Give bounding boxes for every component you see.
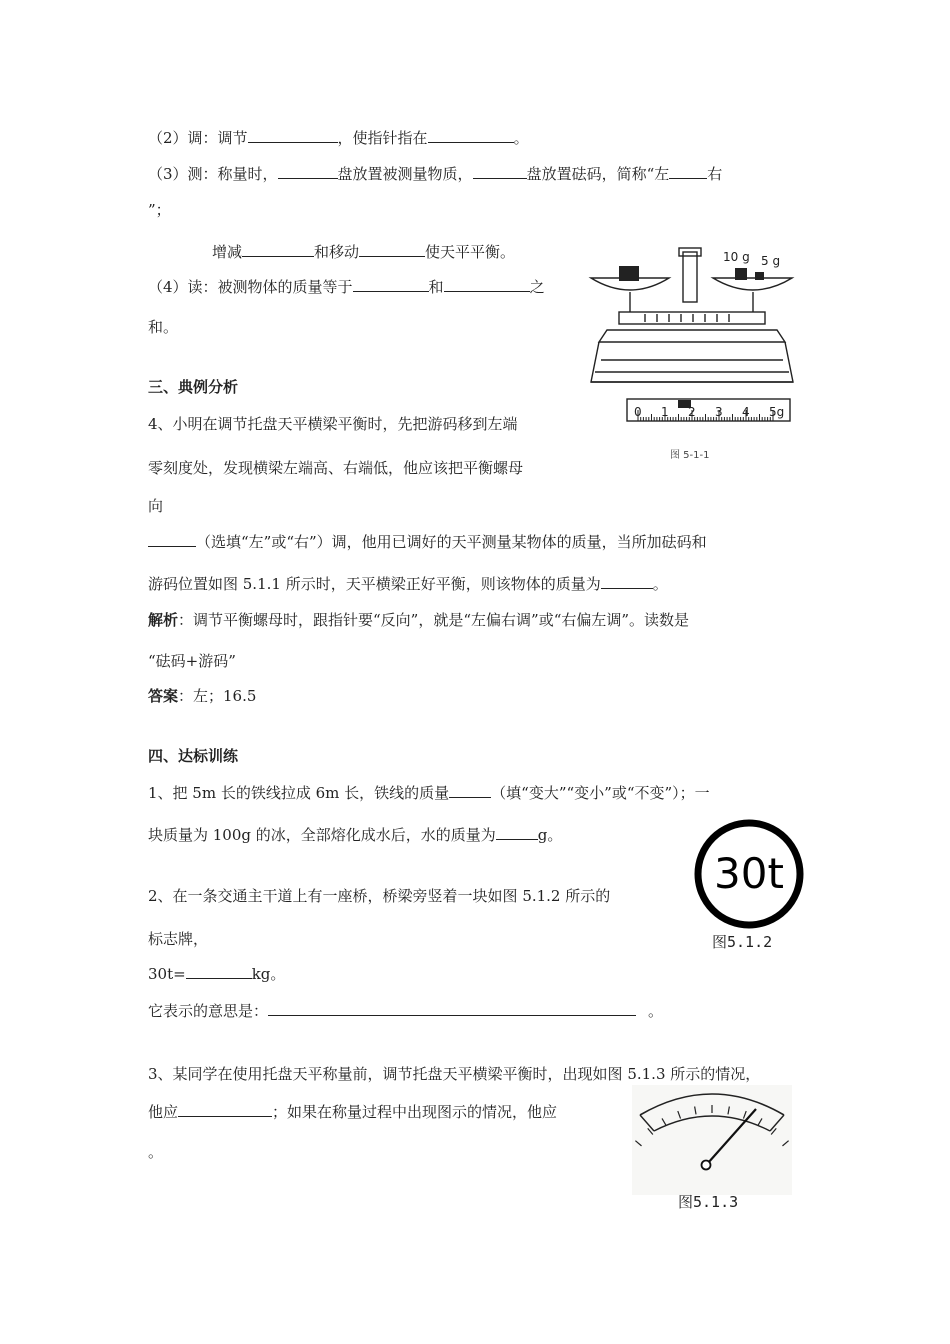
jiexi-line: 解析：调节平衡螺母时，跟指针要“反向”，就是“左偏右调”或“右偏左调”。读数是 bbox=[148, 611, 690, 629]
pointer-pivot bbox=[702, 1161, 711, 1170]
q3-line1: 3、某同学在使用托盘天平称量前，调节托盘天平横梁平衡时，出现如图 5.1.3 所示的情况， bbox=[148, 1065, 761, 1083]
blank-zeng-1[interactable] bbox=[242, 242, 314, 257]
zeng-line: 增减 和移动 使天平平衡。 bbox=[212, 243, 516, 261]
blank-zeng-2[interactable] bbox=[359, 242, 425, 257]
q2-line4: 它表示的意思是： 。 bbox=[148, 1002, 664, 1020]
fig511-caption: 图 5-1-1 bbox=[670, 450, 710, 461]
center-post bbox=[683, 252, 697, 302]
beam bbox=[619, 312, 765, 324]
rider-ruler bbox=[626, 398, 792, 424]
balance-figure bbox=[585, 242, 800, 392]
weight-10g bbox=[735, 268, 747, 280]
q2-line1: 2、在一条交通主干道上有一座桥，桥梁旁竖着一块如图 5.1.2 所示的 bbox=[148, 887, 611, 905]
ruler-label: 0 bbox=[634, 405, 642, 419]
q3-line3: 。 bbox=[148, 1143, 164, 1161]
ruler-label: 4 bbox=[742, 405, 750, 419]
blank-q2-meaning[interactable] bbox=[268, 1001, 636, 1016]
ce-line-cont: ”； bbox=[148, 201, 171, 219]
q1-line2: 块质量为 100g 的冰，全部熔化成水后，水的质量为 g。 bbox=[148, 826, 563, 844]
blank-q4-direction[interactable] bbox=[148, 532, 196, 547]
fig513-caption: 图5.1.3 bbox=[678, 1193, 739, 1211]
blank-ce-abbr[interactable] bbox=[669, 164, 707, 179]
weight-limit-sign bbox=[693, 818, 805, 930]
ruler-label: 5g bbox=[769, 405, 785, 419]
label-10g: 10 g bbox=[723, 250, 750, 264]
tiao-line: （2）调：调节 ，使指针指在 。 bbox=[148, 129, 529, 147]
ruler-label: 3 bbox=[715, 405, 723, 419]
ce-line: （3）测：称量时， 盘放置被测量物质， 盘放置砝码，简称“左 右 bbox=[148, 165, 723, 183]
q4-line5: 游码位置如图 5.1.1 所示时，天平横梁正好平衡，则该物体的质量为 。 bbox=[148, 575, 668, 593]
right-pan bbox=[713, 278, 792, 290]
ruler-label: 1 bbox=[661, 405, 669, 419]
ruler-label: 2 bbox=[688, 405, 696, 419]
blank-ce-right[interactable] bbox=[473, 164, 527, 179]
blank-ce-left[interactable] bbox=[278, 164, 338, 179]
blank-q1-water[interactable] bbox=[496, 825, 538, 840]
weight-5g bbox=[755, 272, 764, 280]
section3-heading: 三、典例分析 bbox=[148, 378, 239, 396]
base bbox=[599, 330, 785, 342]
q3-line2: 他应 ；如果在称量过程中出现图示的情况，他应 bbox=[148, 1103, 558, 1121]
blank-q2-kg[interactable] bbox=[186, 964, 252, 979]
du-line-cont: 和。 bbox=[148, 318, 179, 336]
fig512-caption: 图5.1.2 bbox=[712, 933, 773, 951]
sign-text: 30t bbox=[714, 849, 784, 898]
label-5g: 5 g bbox=[761, 254, 781, 268]
q1-line1: 1、把 5m 长的铁线拉成 6m 长，铁线的质量 （填“变大”“变小”或“不变”）；一 bbox=[148, 784, 710, 802]
q2-line3: 30t= kg。 bbox=[148, 965, 286, 983]
section4-heading: 四、达标训练 bbox=[148, 747, 239, 765]
q4-line1: 4、小明在调节托盘天平横梁平衡时，先把游码移到左端 bbox=[148, 415, 518, 433]
q2-line2: 标志牌， bbox=[148, 930, 209, 948]
blank-tiao-2[interactable] bbox=[428, 128, 514, 143]
q4-line2: 零刻度处，发现横梁左端高、右端低，他应该把平衡螺母 bbox=[148, 459, 524, 477]
measured-object bbox=[619, 266, 639, 281]
blank-q1-mass[interactable] bbox=[449, 783, 491, 798]
pointer-dial-figure bbox=[632, 1085, 792, 1195]
blank-tiao-1[interactable] bbox=[248, 128, 338, 143]
jiexi-line-cont: “砝码+游码” bbox=[148, 652, 236, 670]
du-line: （4）读：被测物体的质量等于 和 之 bbox=[148, 278, 545, 296]
blank-du-1[interactable] bbox=[353, 277, 429, 292]
q4-line4: （选填“左”或“右”）调，他用已调好的天平测量某物体的质量，当所加砝码和 bbox=[148, 532, 707, 552]
blank-du-2[interactable] bbox=[444, 277, 530, 292]
blank-q4-mass[interactable] bbox=[601, 574, 653, 589]
daan-line: 答案：左；16.5 bbox=[148, 687, 257, 705]
q4-line3: 向 bbox=[148, 497, 164, 515]
blank-q3-adjust[interactable] bbox=[178, 1102, 272, 1117]
